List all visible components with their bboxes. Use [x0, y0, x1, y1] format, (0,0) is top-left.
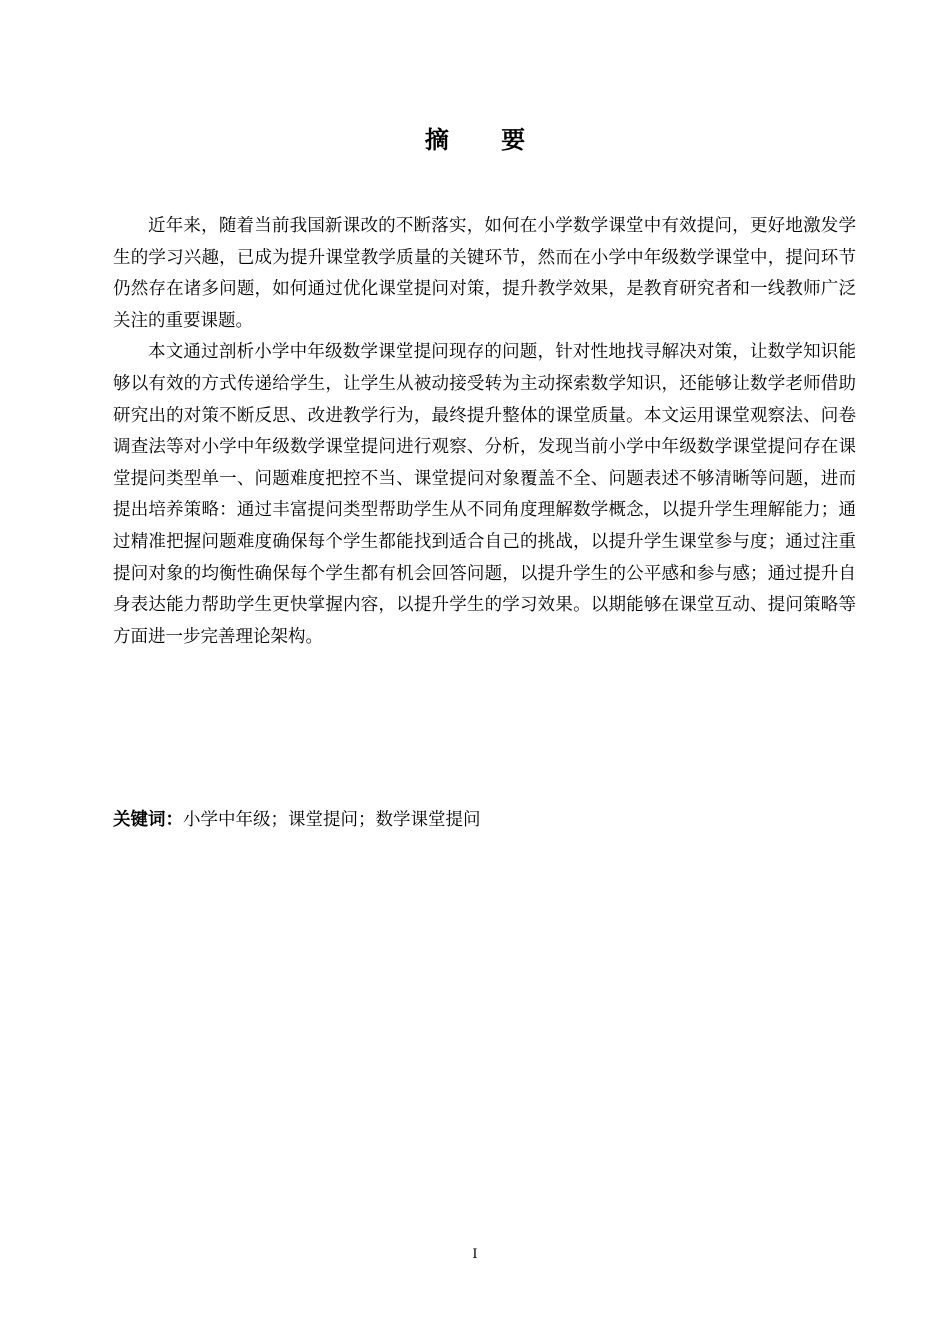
abstract-paragraph-1: 近年来，随着当前我国新课改的不断落实，如何在小学数学课堂中有效提问，更好地激发学生的学习兴趣，已成为提升课堂教学质量的关键环节，然而在小学中年级数学课堂中，提问环节仍然存在诸多问题，如何通过优化课堂提问对策，提升教学效果，是教育研究者和一线教师广泛关注的重要课题。 — [113, 216, 856, 331]
abstract-paragraph-2: 本文通过剖析小学中年级数学课堂提问现存的问题，针对性地找寻解决对策，让数学知识能够以有效的方式传递给学生，让学生从被动接受转为主动探索数学知识，还能够让数学老师借助研究出的对策不断反思、改进教学行为，最终提升整体的课堂质量。本文运用课堂观察法、问卷调查法等对小学中年级数学课堂提问进行观察、分析，发现当前小学中年级数学课堂提问存在课堂提问类型单一、问题难度把控不当、课堂提问对象覆盖不全、问题表述不够清晰等问题，进而提出培养策略：通过丰富提问类型帮助学生从不同角度理解数学概念，以提升学生理解能力；通过精准把握问题难度确保每个学生都能找到适合自己的挑战，以提升学生课堂参与度；通过注重提问对象的均衡性确保每个学生都有机会回答问题，以提升学生的公平感和参与感；通过提升自身表达能力帮助学生更快掌握内容，以提升学生的学习效果。以期能够在课堂互动、提问策略等方面进一步完善理论架构。 — [113, 342, 856, 647]
abstract-title: 摘 要 — [424, 126, 548, 154]
keywords-text: 小学中年级；课堂提问；数学课堂提问 — [183, 810, 481, 830]
page-number: I — [472, 1247, 478, 1262]
abstract-body — [113, 211, 856, 653]
keywords-line — [113, 806, 856, 834]
keywords-label: 关键词： — [113, 810, 183, 830]
